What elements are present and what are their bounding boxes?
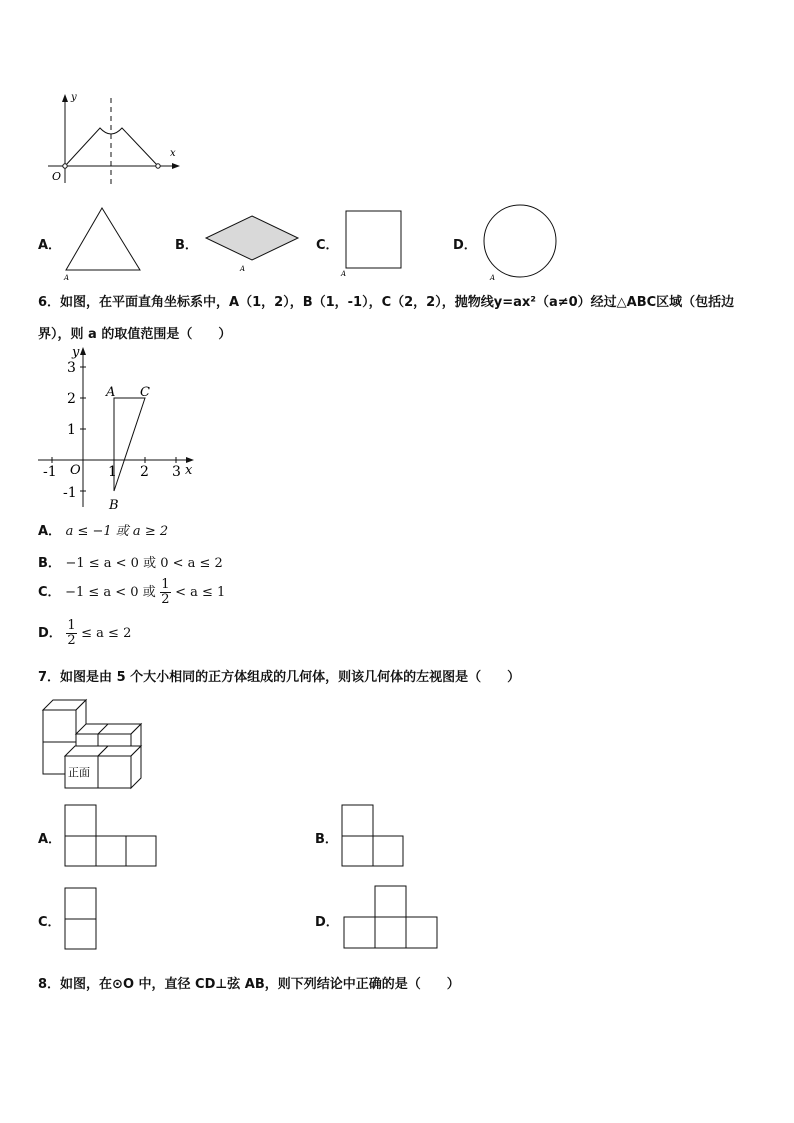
q6-option-b-letter: B． <box>38 556 61 571</box>
q5-option-a-point: A <box>64 274 70 282</box>
q6-y-tick-2: 2 <box>67 391 76 407</box>
q7-option-d-view <box>343 885 441 951</box>
q7-option-c-view <box>64 887 100 951</box>
q5-option-c-point: A <box>341 270 347 278</box>
q7-option-a-view <box>64 804 160 868</box>
q6-y-tick-1: 1 <box>67 422 76 438</box>
q7-option-c-letter: C． <box>38 915 61 930</box>
q7-option-d-letter: D． <box>315 915 339 930</box>
q6-option-d <box>38 619 131 648</box>
q5-function-graph <box>40 88 190 188</box>
q6-option-c-pre: −1 ≤ a < 0 或 <box>65 585 156 600</box>
q6-option-a-letter: A． <box>38 524 62 539</box>
q6-x-tick-3: 3 <box>172 464 181 480</box>
q6-option-c-fraction <box>160 578 170 607</box>
q5-option-d-point: A <box>490 274 496 282</box>
q7-option-b-letter: B． <box>315 832 338 847</box>
q6-question-line2: 界），则 a 的取值范围是（ ） <box>38 327 232 342</box>
q6-point-b-label: B <box>109 498 119 513</box>
q6-y-tick-3: 3 <box>67 360 76 376</box>
q6-option-c-letter: C． <box>38 585 61 600</box>
q6-option-d-numerator: 1 <box>67 618 76 633</box>
q8-question: 8．如图，在⊙O 中，直径 CD⊥弦 AB，则下列结论中正确的是（ ） <box>38 977 460 992</box>
q6-option-b <box>38 552 223 571</box>
q7-front-label: 正面 <box>68 766 90 779</box>
q7-option-a-letter: A． <box>38 832 62 847</box>
q5-option-d-circle <box>480 200 562 284</box>
q6-option-d-letter: D． <box>38 626 62 641</box>
q5-option-c-square <box>338 208 408 280</box>
q5-option-b-rhombus <box>200 212 304 274</box>
q6-point-a-label: A <box>106 385 116 400</box>
q6-option-a <box>38 520 168 539</box>
q5-option-a-letter: A． <box>38 238 62 253</box>
q6-option-d-fraction <box>66 619 76 648</box>
q7-option-b-view <box>341 804 407 868</box>
q6-option-c-denominator: 2 <box>161 592 170 607</box>
q6-question-line1: 6．如图，在平面直角坐标系中，A（1，2），B（1，-1），C（2，2），抛物线y=ax²（a≠0）经过△ABC区域（包括边 <box>38 295 735 310</box>
q5-option-c-letter: C． <box>316 238 339 253</box>
q6-option-d-denominator: 2 <box>67 633 76 648</box>
q5-option-b-letter: B． <box>175 238 198 253</box>
q6-y-axis-label: y <box>72 345 80 360</box>
q5-y-label: y <box>71 92 77 103</box>
q5-option-a-triangle <box>62 206 146 282</box>
q6-point-c-label: C <box>140 385 150 400</box>
q6-option-c-numerator: 1 <box>161 577 170 592</box>
q6-x-tick-2: 2 <box>140 464 149 480</box>
q6-coordinate-graph <box>36 342 198 514</box>
q5-option-d-letter: D． <box>453 238 477 253</box>
q6-x-axis-label: x <box>185 463 193 478</box>
q7-cube-figure <box>40 694 150 790</box>
q5-option-b-point: A <box>240 265 246 273</box>
q6-origin-label: O <box>70 463 81 478</box>
q6-y-tick-neg1: -1 <box>63 485 77 501</box>
q6-x-tick-1: 1 <box>108 464 117 480</box>
q7-question: 7．如图是由 5 个大小相同的正方体组成的几何体，则该几何体的左视图是（ ） <box>38 670 521 685</box>
q6-option-d-post: ≤ a ≤ 2 <box>81 626 132 641</box>
q6-option-b-text: −1 ≤ a < 0 或 0 < a ≤ 2 <box>65 556 223 571</box>
q6-option-c <box>38 578 225 607</box>
q6-x-tick-neg1: -1 <box>43 464 57 480</box>
q5-x-label: x <box>170 148 176 159</box>
q6-option-a-text: a ≤ −1 或 a ≥ 2 <box>65 524 169 539</box>
q5-origin-label: O <box>52 170 62 183</box>
q6-option-c-post: < a ≤ 1 <box>175 585 226 600</box>
